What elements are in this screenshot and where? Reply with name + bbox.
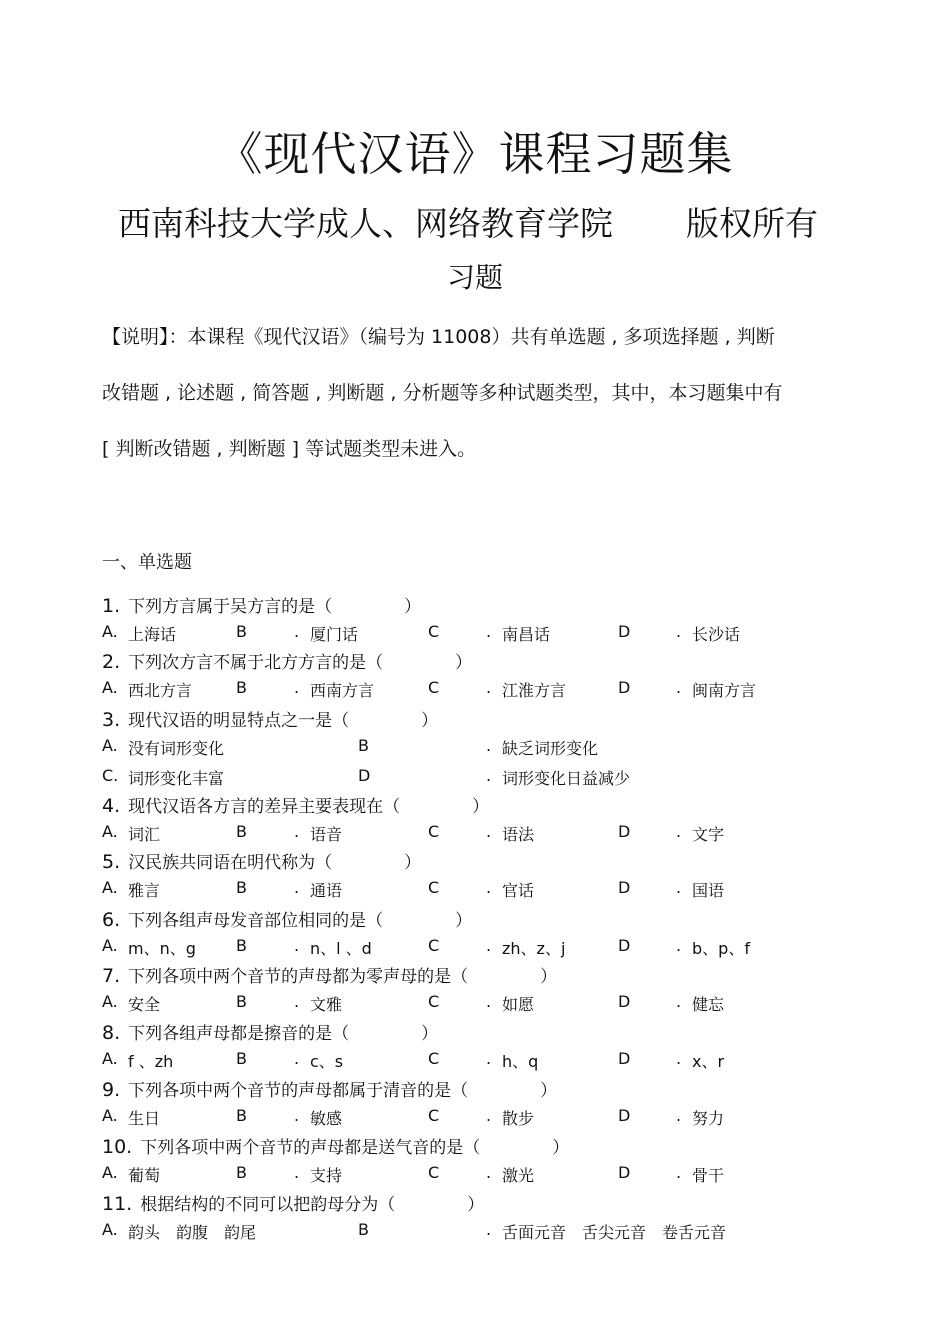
option-letter: B [236, 936, 247, 955]
option-dot: . [294, 678, 300, 697]
question-close-paren: ） [552, 1138, 570, 1158]
question-text: 下列各项中两个音节的声母都属于清音的是（ [128, 1081, 469, 1101]
question-stem [102, 706, 438, 731]
option-letter: B [236, 1049, 247, 1068]
question-stem [102, 962, 557, 987]
option-text: 骨干 [692, 1166, 725, 1185]
option-text: 努力 [692, 1109, 725, 1128]
option-dot: . [294, 1163, 300, 1182]
option-text: 雅言 [128, 881, 161, 900]
question-number: 8. [102, 1022, 121, 1044]
option-letter: B [236, 678, 247, 697]
option-text: 安全 [128, 995, 161, 1014]
option-letter: A. [102, 678, 118, 697]
option-dot: . [676, 992, 682, 1011]
option-text: x、r [692, 1052, 725, 1071]
option-letter: C [428, 992, 440, 1011]
option-text: 词汇 [128, 825, 161, 844]
option-text: 文雅 [310, 995, 343, 1014]
option-text: 词形变化丰富 [128, 769, 225, 788]
question-stem [102, 648, 472, 673]
option-letter: D [618, 822, 631, 841]
question-text: 下列次方言不属于北方方言的是（ [128, 653, 384, 673]
option-letter: D [618, 992, 631, 1011]
option-letter: B [236, 1106, 247, 1125]
question-number: 10. [102, 1136, 133, 1158]
option-letter: B [236, 878, 247, 897]
description-line-1: 【说明】：本课程《现代汉语》（编号为 11008）共有单选题 , 多项选择题 , 判断 [102, 326, 775, 348]
option-text: 闽南方言 [692, 681, 757, 700]
question-number: 3. [102, 709, 121, 731]
question-number: 4. [102, 795, 121, 817]
option-text: 生日 [128, 1109, 161, 1128]
question-number: 5. [102, 851, 121, 873]
question-close-paren: ） [540, 967, 558, 987]
question-stem [102, 1190, 484, 1215]
option-text: b、p、f [692, 939, 750, 958]
option-dot: . [294, 878, 300, 897]
option-letter: B [236, 622, 247, 641]
option-dot: . [294, 622, 300, 641]
option-dot: . [676, 1106, 682, 1125]
question-close-paren: ） [540, 1081, 558, 1101]
question-stem [102, 1133, 569, 1158]
option-letter: C [428, 936, 440, 955]
option-text: 文字 [692, 825, 725, 844]
question-stem [102, 1019, 438, 1044]
option-letter: B [236, 1163, 247, 1182]
question-stem [102, 906, 472, 931]
question-close-paren: ） [421, 711, 439, 731]
section-title: 一、单选题 [102, 552, 192, 573]
option-letter: A. [102, 622, 118, 641]
question-text: 现代汉语各方言的差异主要表现在（ [128, 797, 401, 817]
question-text: 下列各组声母发音部位相同的是（ [128, 911, 384, 931]
option-dot: . [294, 936, 300, 955]
option-text: f 、zh [128, 1052, 174, 1071]
option-letter: B [236, 822, 247, 841]
question-text: 下列各组声母都是擦音的是（ [128, 1024, 350, 1044]
question-close-paren: ） [404, 597, 422, 617]
option-text: 长沙话 [692, 625, 741, 644]
question-number: 6. [102, 909, 121, 931]
option-letter: C [428, 1049, 440, 1068]
option-letter: D [618, 622, 631, 641]
option-dot: . [294, 1106, 300, 1125]
option-dot: . [676, 936, 682, 955]
option-dot: . [676, 622, 682, 641]
option-text: 官话 [502, 881, 535, 900]
question-text: 下列方言属于吴方言的是（ [128, 597, 333, 617]
option-text: 散步 [502, 1109, 535, 1128]
description-line-2: 改错题 , 论述题 , 简答题 , 判断题 , 分析题等多种试题类型，其中，本习题集中有 [102, 382, 783, 404]
option-dot: . [486, 992, 492, 1011]
option-text: 语音 [310, 825, 343, 844]
option-dot: . [486, 1106, 492, 1125]
option-letter: C [428, 1106, 440, 1125]
option-letter: C [428, 878, 440, 897]
question-text: 现代汉语的明显特点之一是（ [128, 711, 350, 731]
document-title: 《现代汉语》课程习题集 [216, 127, 734, 181]
question-stem [102, 592, 421, 617]
option-text: 舌面元音 舌尖元音 卷舌元音 [502, 1223, 727, 1242]
question-stem [102, 848, 421, 873]
option-dot: . [486, 766, 492, 785]
option-letter: D [618, 1049, 631, 1068]
option-letter: A. [102, 1163, 118, 1182]
option-letter: C [428, 678, 440, 697]
option-text: 健忘 [692, 995, 725, 1014]
option-text: 南昌话 [502, 625, 551, 644]
option-letter: A. [102, 822, 118, 841]
option-dot: . [486, 1220, 492, 1239]
option-letter: A. [102, 736, 118, 755]
option-text: 葡萄 [128, 1166, 161, 1185]
option-text: 西北方言 [128, 681, 193, 700]
option-letter: A. [102, 992, 118, 1011]
option-text: 厦门话 [310, 625, 359, 644]
option-text: 江淮方言 [502, 681, 567, 700]
option-letter: A. [102, 1106, 118, 1125]
option-dot: . [676, 1163, 682, 1182]
option-text: 语法 [502, 825, 535, 844]
option-text: 国语 [692, 881, 725, 900]
option-dot: . [486, 1163, 492, 1182]
question-number: 7. [102, 965, 121, 987]
option-text: m、n、g [128, 939, 196, 958]
option-text: 上海话 [128, 625, 177, 644]
option-letter: D [618, 678, 631, 697]
question-close-paren: ） [455, 911, 473, 931]
option-letter: B [236, 992, 247, 1011]
option-text: 如愿 [502, 995, 535, 1014]
option-letter: D [618, 936, 631, 955]
option-dot: . [676, 822, 682, 841]
option-letter: A. [102, 936, 118, 955]
option-dot: . [486, 878, 492, 897]
option-letter: D [618, 878, 631, 897]
option-letter: C [428, 1163, 440, 1182]
option-dot: . [294, 992, 300, 1011]
option-dot: . [676, 1049, 682, 1068]
option-text: 西南方言 [310, 681, 375, 700]
question-number: 1. [102, 595, 121, 617]
subtitle-institution: 西南科技大学成人、网络教育学院 [118, 204, 613, 243]
option-dot: . [676, 878, 682, 897]
option-text: 支持 [310, 1166, 343, 1185]
option-letter: C. [102, 766, 119, 785]
option-text: 缺乏词形变化 [502, 739, 599, 758]
option-letter: B [358, 736, 369, 755]
subtitle-exercises: 习题 [446, 261, 503, 294]
option-text: 没有词形变化 [128, 739, 225, 758]
question-text: 下列各项中两个音节的声母都是送气音的是（ [140, 1138, 481, 1158]
option-letter: C [428, 822, 440, 841]
option-text: n、l 、d [310, 939, 372, 958]
question-text: 下列各项中两个音节的声母都为零声母的是（ [128, 967, 469, 987]
option-dot: . [486, 678, 492, 697]
option-text: c、s [310, 1052, 344, 1071]
option-dot: . [486, 1049, 492, 1068]
question-text: 根据结构的不同可以把韵母分为（ [140, 1195, 396, 1215]
option-text: 激光 [502, 1166, 535, 1185]
option-dot: . [486, 622, 492, 641]
option-dot: . [294, 822, 300, 841]
option-letter: A. [102, 878, 118, 897]
option-letter: A. [102, 1220, 118, 1239]
question-close-paren: ） [472, 797, 490, 817]
question-stem [102, 1076, 557, 1101]
option-text: 敏感 [310, 1109, 343, 1128]
question-stem [102, 792, 489, 817]
option-text: 通语 [310, 881, 343, 900]
question-close-paren: ） [421, 1024, 439, 1044]
option-text: 韵头 韵腹 韵尾 [128, 1223, 257, 1242]
option-dot: . [486, 736, 492, 755]
question-number: 11. [102, 1193, 133, 1215]
question-close-paren: ） [467, 1195, 485, 1215]
option-letter: C [428, 622, 440, 641]
option-dot: . [486, 936, 492, 955]
option-text: h、q [502, 1052, 539, 1071]
question-number: 2. [102, 651, 121, 673]
option-letter: B [358, 1220, 369, 1239]
option-letter: D [618, 1106, 631, 1125]
subtitle-copyright: 版权所有 [686, 204, 818, 243]
description-line-3: [ 判断改错题 , 判断题 ] 等试题类型未进入。 [102, 438, 477, 460]
option-text: zh、z、j [502, 939, 566, 958]
option-letter: D [618, 1163, 631, 1182]
option-letter: A. [102, 1049, 118, 1068]
option-letter: D [358, 766, 371, 785]
question-text: 汉民族共同语在明代称为（ [128, 853, 333, 873]
question-number: 9. [102, 1079, 121, 1101]
option-dot: . [294, 1049, 300, 1068]
question-close-paren: ） [404, 853, 422, 873]
option-dot: . [486, 822, 492, 841]
question-close-paren: ） [455, 653, 473, 673]
option-text: 词形变化日益减少 [502, 769, 631, 788]
option-dot: . [676, 678, 682, 697]
